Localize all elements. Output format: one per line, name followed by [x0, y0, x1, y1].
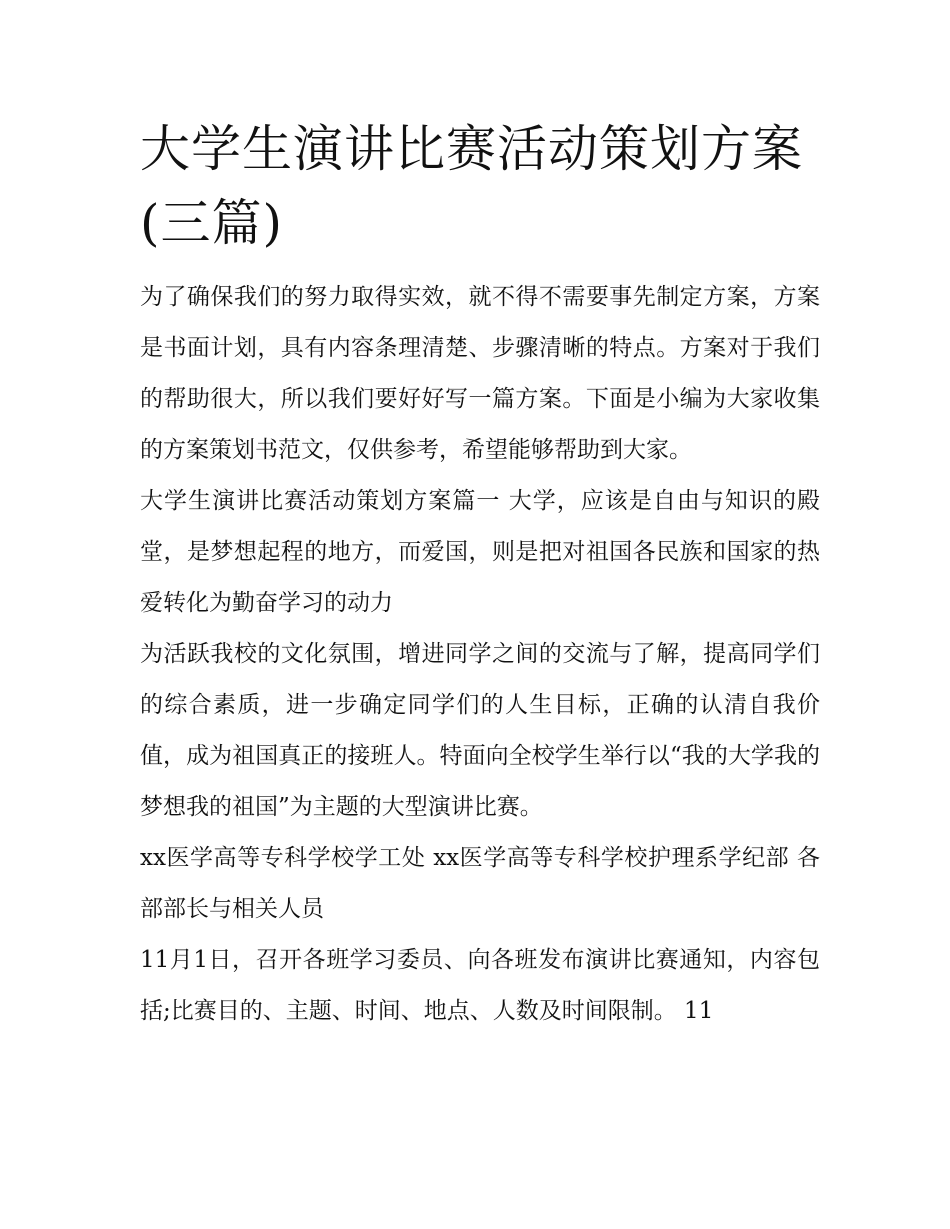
paragraph-part-one: 大学生演讲比赛活动策划方案篇一 大学，应该是自由与知识的殿堂，是梦想起程的地方，而爱国，则是把对祖国各民族和国家的热爱转化为勤奋学习的动力 — [140, 488, 820, 616]
paragraph-organizers: xx医学高等专科学校学工处 xx医学高等专科学校护理系学纪部 各部部长与相关人员 — [140, 845, 820, 922]
paragraph-schedule: 11月1日，召开各班学习委员、向各班发布演讲比赛通知，内容包括;比赛目的、主题、时间、地点、人数及时间限制。 11 — [140, 947, 820, 1024]
document-page — [140, 112, 820, 1037]
document-title: 大学生演讲比赛活动策划方案(三篇) — [140, 120, 803, 252]
paragraph-intro: 为了确保我们的努力取得实效，就不得不需要事先制定方案，方案是书面计划，具有内容条理清楚、步骤清晰的特点。方案对于我们的帮助很大，所以我们要好好写一篇方案。下面是小编为大家收集的方案策划书范文，仅供参考，希望能够帮助到大家。 — [140, 284, 820, 463]
paragraph-purpose: 为活跃我校的文化氛围，增进同学之间的交流与了解，提高同学们的综合素质，进一步确定同学们的人生目标，正确的认清自我价值，成为祖国真正的接班人。特面向全校学生举行以“我的大学我的梦想我的祖国”为主题的大型演讲比赛。 — [140, 641, 820, 820]
document-body — [140, 272, 820, 1037]
